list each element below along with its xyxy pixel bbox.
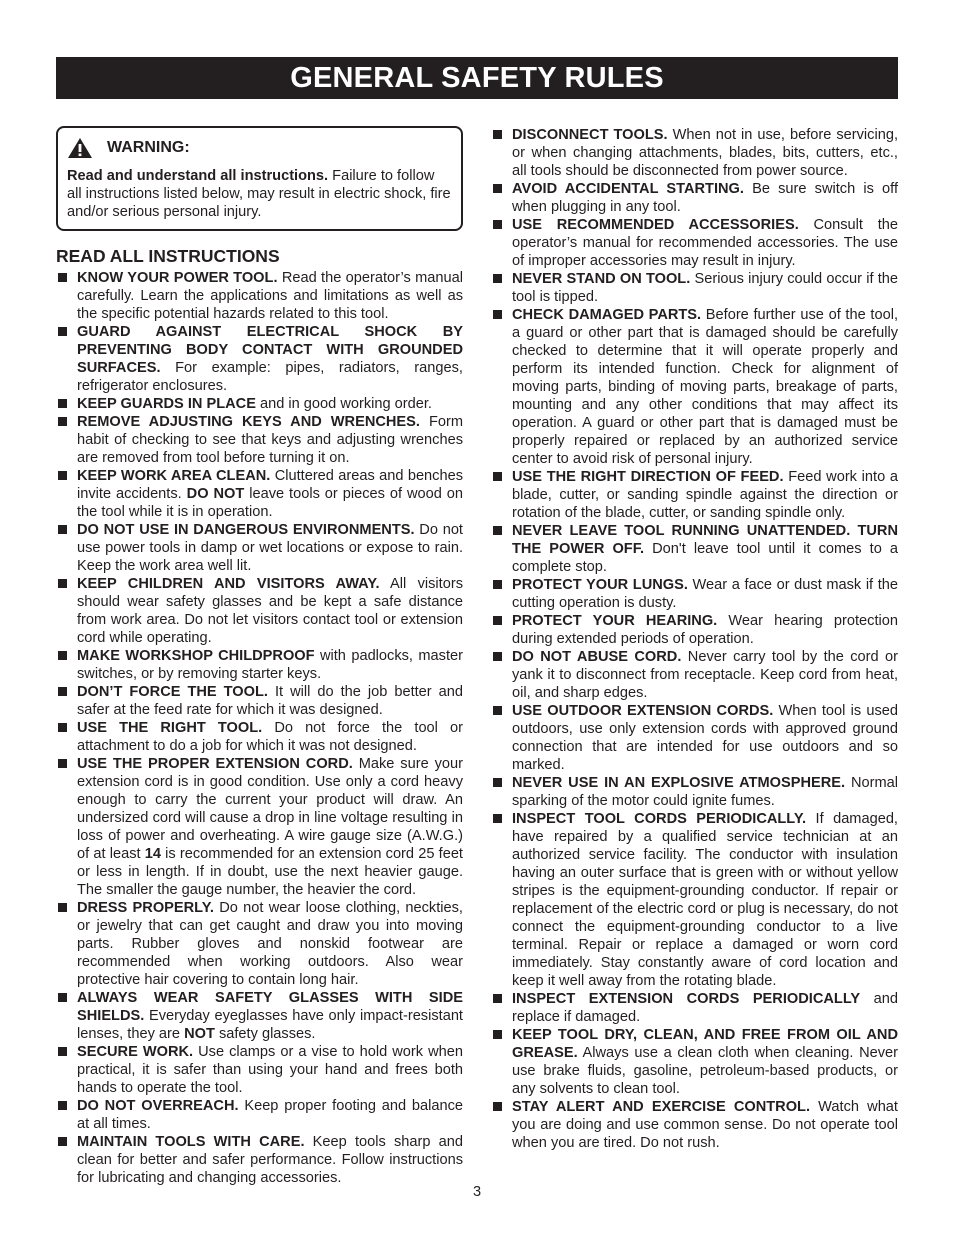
safety-rule <box>491 126 898 180</box>
rule-heading: AVOID ACCIDENTAL STARTING. <box>512 181 744 197</box>
safety-rule <box>491 180 898 216</box>
rule-heading: USE RECOMMENDED ACCESSORIES. <box>512 217 799 233</box>
safety-rule <box>491 612 898 648</box>
rule-text: Serious injury could occur if the tool is tipped. <box>512 271 898 305</box>
rule-text: is recommended for an extension cord 25 feet or less in length. If in doubt, use the next heavier gauge. The smaller the gauge number, the heavier the cord. <box>77 846 463 898</box>
safety-rule <box>491 216 898 270</box>
rule-heading: DO NOT OVERREACH. <box>77 1098 239 1114</box>
rule-heading: KEEP GUARDS IN PLACE <box>77 396 256 412</box>
rule-text: Before further use of the tool, a guard or other part that is damaged should be carefully checked to determine that it will operate properly and perform its intended function. Check for alignment of moving parts, binding of moving parts, breakage of parts, mounting and any other conditions that may affect its operation. A guard or other part that is damaged must be properly repaired or replaced by an authorized service center to avoid risk of personal injury. <box>512 307 898 467</box>
rule-text: Do not use power tools in damp or wet locations or expose to rain. Keep the work area well lit. <box>77 522 463 574</box>
rule-heading: USE THE RIGHT TOOL. <box>77 720 263 736</box>
rule-heading: DISCONNECT TOOLS. <box>512 127 668 143</box>
safety-rule <box>491 522 898 576</box>
rule-text: Use clamps or a vise to hold work when practical, it is safer than using your hand and frees both hands to operate the tool. <box>77 1044 463 1096</box>
section-heading: READ ALL INSTRUCTIONS <box>56 246 280 266</box>
safety-rule <box>491 576 898 612</box>
rule-heading: MAKE WORKSHOP CHILDPROOF <box>77 648 315 664</box>
rule-heading: DO NOT USE IN DANGEROUS ENVIRONMENTS. <box>77 522 415 538</box>
safety-rule <box>491 702 898 774</box>
rule-text: Always use a clean cloth when cleaning. Never use brake fluids, gasoline, petroleum-based products, or any solvents to clean tool. <box>512 1045 898 1097</box>
rule-heading: DO NOT <box>186 486 245 502</box>
rule-text: Be sure switch is off when plugging in any tool. <box>512 181 899 215</box>
warning-box <box>56 126 463 231</box>
left-rules-list <box>56 269 463 1187</box>
safety-rule <box>56 755 463 899</box>
safety-rule <box>56 683 463 719</box>
warning-header <box>67 137 452 159</box>
rule-heading: ALWAYS WEAR SAFETY GLASSES WITH SIDE SHIELDS. <box>77 990 463 1024</box>
rule-text: Keep proper footing and balance at all times. <box>77 1098 464 1132</box>
rule-heading: KEEP CHILDREN AND VISITORS AWAY. <box>77 576 380 592</box>
safety-rule <box>56 521 463 575</box>
warning-triangle-icon <box>67 137 93 159</box>
rule-heading: GUARD AGAINST ELECTRICAL SHOCK BY PREVENTING BODY CONTACT WITH GROUNDED SURFACES. <box>77 324 463 376</box>
rule-heading: NOT <box>184 1026 215 1042</box>
rule-text: Do not wear loose clothing, neckties, or jewelry that can get caught and draw you into moving parts. Rubber gloves and nonskid footwear are recommended when working outdoors. Also wear protective hair covering to contain long hair. <box>77 900 463 988</box>
rule-text: Never carry tool by the cord or yank it to disconnect from receptacle. Keep cord from heat, oil, and sharp edges. <box>512 649 898 701</box>
safety-rule <box>56 269 463 323</box>
rule-heading: 14 <box>144 846 161 862</box>
rule-heading: NEVER USE IN AN EXPLOSIVE ATMOSPHERE. <box>512 775 846 791</box>
rule-heading: DON’T FORCE THE TOOL. <box>77 684 268 700</box>
safety-rule <box>56 413 463 467</box>
rule-text: Keep tools sharp and clean for better and safer performance. Follow instructions for lubricating and changing accessories. <box>77 1134 464 1186</box>
rule-heading: INSPECT EXTENSION CORDS PERIODICALLY <box>512 991 861 1007</box>
rule-heading: CHECK DAMAGED PARTS. <box>512 307 702 323</box>
safety-rule <box>491 306 898 468</box>
rule-text: When tool is used outdoors, use only extension cords with approved ground connection that are intended for use outdoors and so marked. <box>512 703 898 773</box>
rule-text: All visitors should wear safety glasses and be kept a safe distance from work area. Do not let visitors contact tool or extension cord while operating. <box>77 576 463 646</box>
safety-rule <box>56 647 463 683</box>
rule-text: It will do the job better and safer at the feed rate for which it was designed. <box>77 684 463 718</box>
safety-rule <box>491 648 898 702</box>
rule-text: safety glasses. <box>214 1026 316 1042</box>
rule-text: When not in use, before servicing, or when changing attachments, blades, bits, cutters, etc., all tools should be disconnected from power source. <box>512 127 898 179</box>
rule-text: Consult the operator’s manual for recommended accessories. The use of improper accessories may result in injury. <box>512 217 898 269</box>
rule-heading: USE THE RIGHT DIRECTION OF FEED. <box>512 469 784 485</box>
rule-heading: KEEP TOOL DRY, CLEAN, AND FREE FROM OIL AND GREASE. <box>512 1027 898 1061</box>
rule-text: Wear a face or dust mask if the cutting operation is dusty. <box>512 577 898 611</box>
rule-heading: PROTECT YOUR LUNGS. <box>512 577 688 593</box>
rule-text: Make sure your extension cord is in good condition. Use only a cord heavy enough to carry the current your product will draw. An undersized cord will cause a drop in line voltage resulting in loss of power and overheating. A wire gauge size (A.W.G.) of at least <box>77 756 463 862</box>
safety-rule <box>56 989 463 1043</box>
safety-rule <box>56 719 463 755</box>
safety-rule <box>56 467 463 521</box>
safety-rule <box>491 774 898 810</box>
rule-heading: PROTECT YOUR HEARING. <box>512 613 718 629</box>
rule-heading: USE THE PROPER EXTENSION CORD. <box>77 756 353 772</box>
rule-text: Wear hearing protection during extended periods of operation. <box>512 613 898 647</box>
warning-lead: Read and understand all instructions. <box>67 168 329 184</box>
rule-text: Feed work into a blade, cutter, or sanding spindle against the direction or rotation of the blade, cutter, or sanding spindle only. <box>512 469 898 521</box>
safety-rule <box>491 468 898 522</box>
safety-rule <box>56 899 463 989</box>
rule-heading: REMOVE ADJUSTING KEYS AND WRENCHES. <box>77 414 420 430</box>
rule-text: Normal sparking of the motor could ignite fumes. <box>512 775 898 809</box>
left-column <box>56 126 463 1187</box>
safety-rule <box>491 270 898 306</box>
rule-heading: KNOW YOUR POWER TOOL. <box>77 270 278 286</box>
rule-heading: USE OUTDOOR EXTENSION CORDS. <box>512 703 774 719</box>
rule-text: Cluttered areas and benches invite accidents. <box>77 468 464 502</box>
rule-heading: DRESS PROPERLY. <box>77 900 214 916</box>
right-rules-list <box>491 126 898 1152</box>
rule-text: leave tools or pieces of wood on the tool while it is in operation. <box>77 486 463 520</box>
safety-rule <box>491 990 898 1026</box>
rule-heading: KEEP WORK AREA CLEAN. <box>77 468 271 484</box>
rule-heading: NEVER STAND ON TOOL. <box>512 271 691 287</box>
page-title: GENERAL SAFETY RULES <box>56 57 898 99</box>
rule-text: Form habit of checking to see that keys and adjusting wrenches are removed from tool before turning it on. <box>77 414 463 466</box>
rule-heading: DO NOT ABUSE CORD. <box>512 649 682 665</box>
rule-text: If damaged, have repaired by a qualified service technician at an authorized service facility. The conductor with insulation having an outer surface that is green with or without yellow stripes is the equipment-grounding conductor. If repair or replacement of the electric cord or plug is necessary, do not connect the equipment-grounding conductor to a live terminal. Repair or replace a damaged or worn cord immediately. Stay constantly aware of cord location and keep it well away from the rotating blade. <box>512 811 898 989</box>
rule-heading: NEVER LEAVE TOOL RUNNING UNATTENDED. TURN THE POWER OFF. <box>512 523 898 557</box>
safety-rule <box>56 575 463 647</box>
rule-text: with padlocks, master switches, or by removing starter keys. <box>77 648 463 682</box>
safety-rule <box>56 1097 463 1133</box>
rule-text: Don't leave tool until it comes to a complete stop. <box>512 541 898 575</box>
rule-text: and in good working order. <box>255 396 432 412</box>
rule-text: Everyday eyeglasses have only impact-resistant lenses, they are <box>77 1008 463 1042</box>
warning-body: Failure to follow all instructions listed below, may result in electric shock, fire and/or serious personal injury. <box>67 168 451 220</box>
safety-rule <box>491 810 898 990</box>
safety-rule <box>56 1043 463 1097</box>
rule-heading: STAY ALERT AND EXERCISE CONTROL. <box>512 1099 811 1115</box>
right-column <box>491 126 898 1152</box>
rule-text: For example: pipes, radiators, ranges, refrigerator enclosures. <box>77 360 463 394</box>
safety-rule <box>56 395 463 413</box>
safety-rule <box>56 1133 463 1187</box>
rule-text: Read the operator’s manual carefully. Learn the applications and limitations as well as the specific potential hazards related to this tool. <box>77 270 463 322</box>
rule-text: and replace if damaged. <box>512 991 899 1025</box>
rule-heading: SECURE WORK. <box>77 1044 194 1060</box>
rule-heading: INSPECT TOOL CORDS PERIODICALLY. <box>512 811 807 827</box>
rule-heading: MAINTAIN TOOLS WITH CARE. <box>77 1134 305 1150</box>
safety-rule <box>491 1026 898 1098</box>
warning-label: WARNING: <box>107 139 190 156</box>
page-number: 3 <box>472 1184 482 1200</box>
rule-text: Watch what you are doing and use common sense. Do not operate tool when you are tired. Do not rush. <box>512 1099 898 1151</box>
rule-text: Do not force the tool or attachment to do a job for which it was not designed. <box>77 720 463 754</box>
safety-rule <box>56 323 463 395</box>
warning-text <box>67 167 452 221</box>
safety-rule <box>491 1098 898 1152</box>
